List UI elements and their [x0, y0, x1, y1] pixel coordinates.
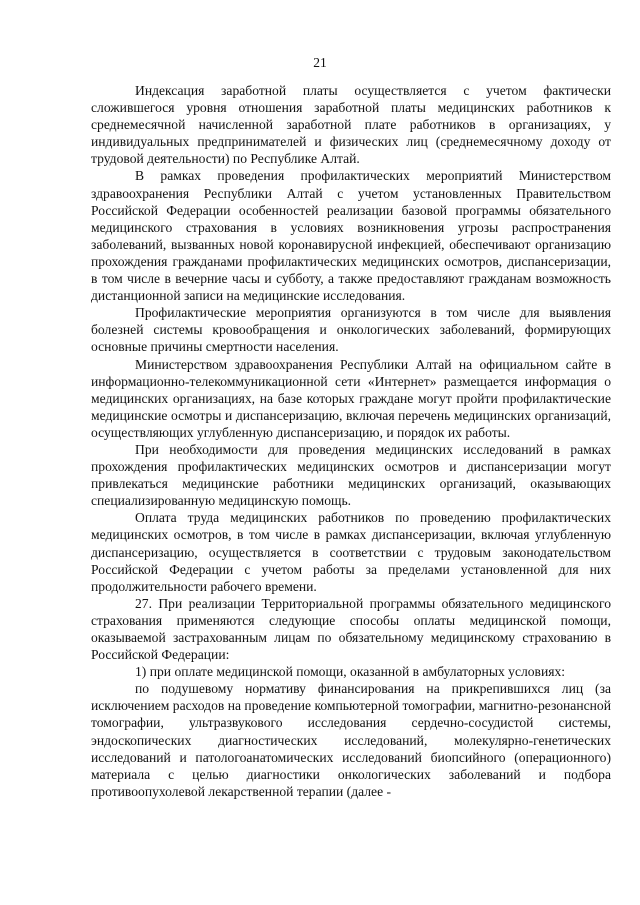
- page-number: 21: [313, 55, 327, 70]
- paragraph-preventive-measures: В рамках проведения профилактических мероприятий Министерством здравоохранения Республики Алтай с учетом установленных Правительством Российской Федерации особенностей реализации базовой программы обязательного медицинского страхования в условиях возникновения угрозы распространения заболеваний, вызванных новой коронавирусной инфекцией, обеспечивают организацию прохождения гражданами профилактических медицинских осмотров, диспансеризации, в том числе в вечерние часы и субботу, а также предоставляют гражданам возможность дистанционной записи на медицинские исследования.: [91, 168, 611, 304]
- paragraph-preventive-goals: Профилактические мероприятия организуются в том числе для выявления болезней системы кровообращения и онкологических заболеваний, формирующих основные причины смертности населения.: [91, 305, 611, 355]
- list-item-1: 1) при оплате медицинской помощи, оказанной в амбулаторных условиях:: [135, 664, 566, 680]
- paragraph-ministry-website: Министерством здравоохранения Республики Алтай на официальном сайте в информационно-телекоммуникационной сети «Интернет» размещается информация о медицинских организациях, на базе которых граждане могут пройти профилактические медицинские осмотры и диспансеризацию, включая перечень медицинских организаций, осуществляющих углубленную диспансеризацию, и порядок их работы.: [91, 356, 611, 440]
- paragraph-section-27: 27. При реализации Территориальной программы обязательного медицинского страхования применяются следующие способы оплаты медицинской помощи, оказываемой застрахованным лицам по обязательному медицинскому страхованию в Российской Федерации:: [91, 595, 611, 663]
- paragraph-salary-indexation: Индексация заработной платы осуществляется с учетом фактически сложившегося уровня отношения заработной платы медицинских работников к среднемесячной начисленной заработной плате работников в организациях, у индивидуальных предпринимателей и физических лиц (среднемесячному доходу от трудовой деятельности) по Республике Алтай.: [91, 83, 611, 167]
- paragraph-labor-payment: Оплата труда медицинских работников по проведению профилактических медицинских осмотров, в том числе в рамках диспансеризации, включая углубленную диспансеризацию, осуществляется в соответствии с трудовым законодательством Российской Федерации с учетом работы за пределами установленной для них продолжительности рабочего времени.: [91, 510, 611, 594]
- paragraph-specialist-involvement: При необходимости для проведения медицинских исследований в рамках прохождения профилактических медицинских осмотров и диспансеризации могут привлекаться медицинские работники медицинских организаций, оказывающих специализированную медицинскую помощь.: [91, 441, 611, 509]
- document-body: [91, 82, 611, 800]
- paragraph-per-capita-financing: по подушевому нормативу финансирования на прикрепившихся лиц (за исключением расходов на проведение компьютерной томографии, магнитно-резонансной томографии, ультразвукового исследования сердечно-сосудистой системы, эндоскопических диагностических исследований, молекулярно-генетических исследований и патологоанатомических исследований биопсийного (операционного) материала с целью диагностики онкологических заболеваний и подбора противоопухолевой лекарственной терапии (далее -: [91, 681, 611, 799]
